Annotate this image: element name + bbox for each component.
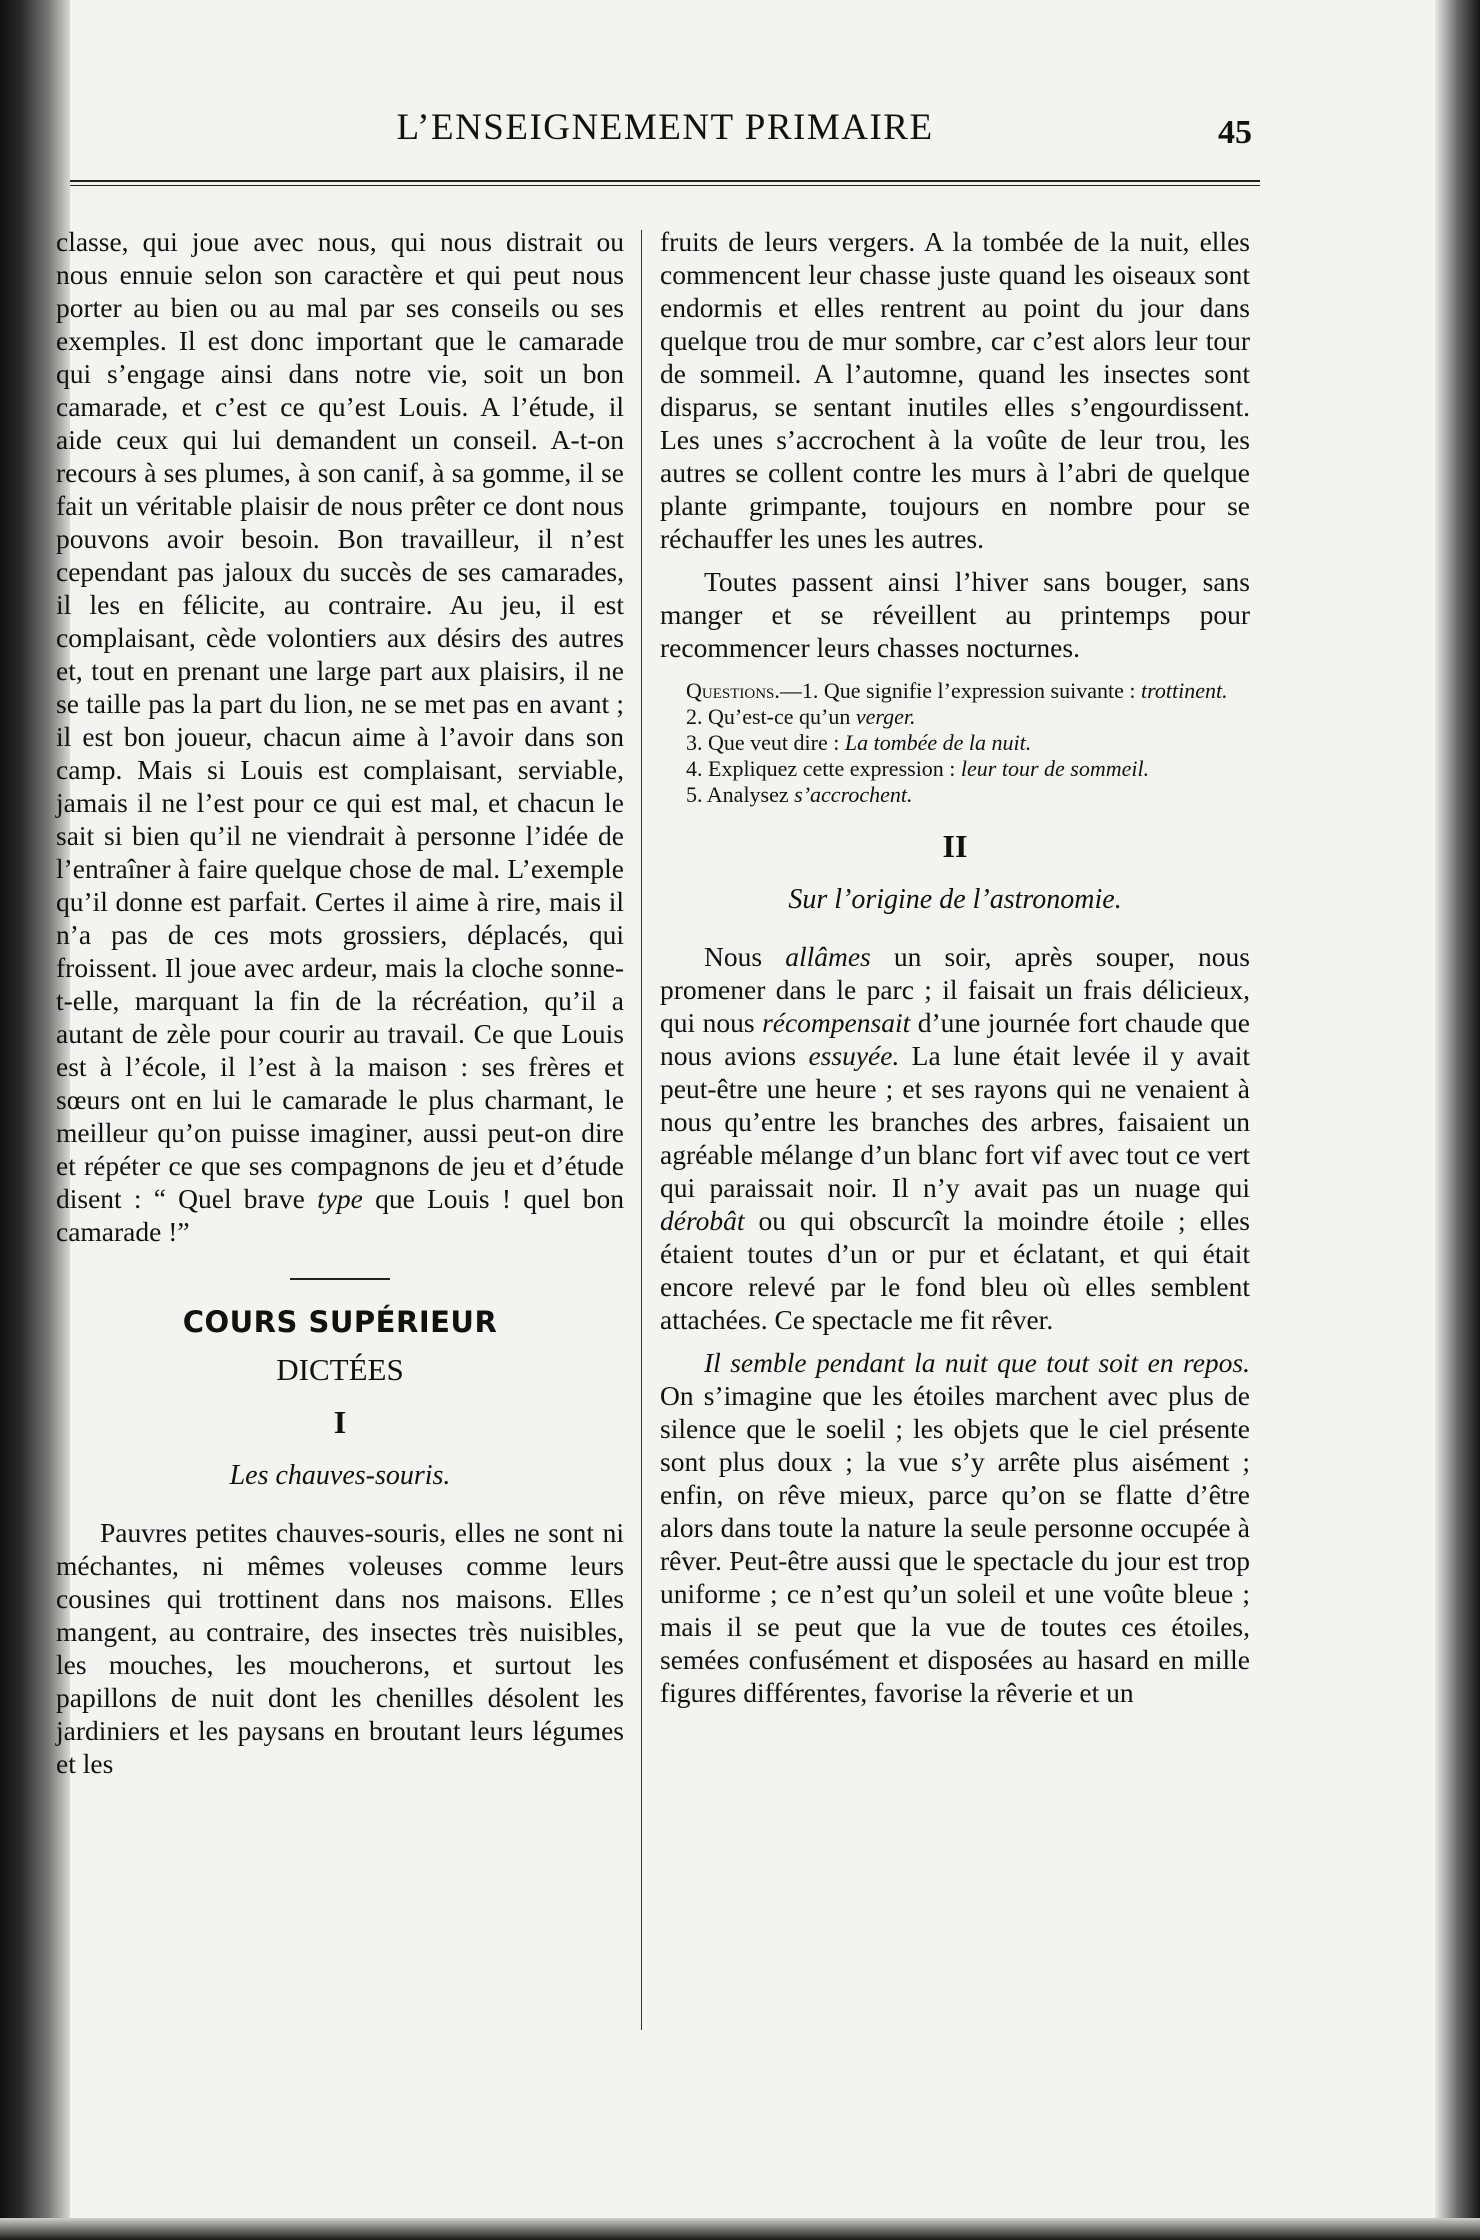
question-4 (660, 756, 1250, 782)
p2-text: On s’imagine que les étoiles marchent avec plus de silence que le soelil ; les objets que le ciel présente sont plus doux ; la vue s’y arrête plus aisément ; enfin, on rêve mieux, parce qu’on se flatte d’être alors dans toute la nature la seule personne occupée à rêver. Peut-être aussi que le spectacle du jour est trop uniforme ; ce n’est qu’un soleil et une voûte bleue ; mais il se peut que la vue de toutes ces étoiles, semées confusément et disposées au hasard en mille figures différentes, favorise la rêverie et un (660, 1380, 1250, 1708)
running-title: L’ENSEIGNEMENT PRIMAIRE (396, 107, 934, 148)
left-column (56, 225, 624, 1790)
dictation-paragraph: Pauvres petites chauves-souris, elles ne sont ni méchantes, ni mêmes voleuses comme leurs cousines qui trottinent dans nos maisons. Elles mangent, au contraire, des insectes très nuisibles, les mouches, les moucherons, et surtout les papillons de nuit dont les chenilles désolent les jardiniers et les paysans en broutant leurs légumes et les (56, 1517, 624, 1779)
page-number: 45 (1218, 114, 1252, 151)
dictation-2-title: Sur l’origine de l’astronomie. (788, 884, 1122, 915)
right-column (660, 225, 1250, 1719)
dictation-title: Les chauves-souris. (229, 1460, 451, 1491)
question-5 (660, 782, 1250, 808)
question-4-text: 4. Expliquez cette expression : (686, 756, 961, 781)
page-header (70, 100, 1260, 160)
questions-label: Questions. (686, 678, 780, 703)
question-3-term: La tombée de la nuit. (844, 730, 1032, 755)
p1-d: La lune était levée il y avait peut-être une heure ; et ses rayons qui ne venaient à nous qu’entre les branches des arbres, faisaient un agréable mélange d’un blanc fort vif avec tout ce vert qui paraissait noir. Il n’y avait pas un nuage qui (660, 1040, 1250, 1203)
dictation-2-number: II (942, 828, 968, 864)
p1-em4: dérobât (660, 1205, 745, 1236)
story-end-quote-b: que Louis ! quel bon camarade !” (56, 1183, 624, 1247)
page-bottom-edge (0, 2218, 1480, 2240)
question-1-text: —1. Que signifie l’expression suivante : (779, 678, 1141, 703)
astronomy-paragraph-1 (660, 940, 1250, 1336)
astronomy-paragraph-2 (660, 1346, 1250, 1709)
questions-block (660, 678, 1250, 808)
p1-em2: récompensait (762, 1007, 911, 1038)
question-1 (660, 678, 1250, 704)
p1-e: ou qui obscurcît la moindre étoile ; elles étaient toutes d’un or pur et éclatant, et qui était encore relevé par le fond bleu où elles semblent attachées. Ce spectacle me fit rêver. (660, 1205, 1250, 1335)
question-5-term: s’accrochent. (794, 782, 913, 807)
p1-c: d’une journée fort chaude que nous avions (660, 1007, 1250, 1071)
dictation-number: I (333, 1404, 347, 1440)
header-rule (70, 180, 1260, 186)
p1-em1: allâmes (785, 941, 871, 972)
question-3-text: 3. Que veut dire : (686, 730, 845, 755)
story-end-text: classe, qui joue avec nous, qui nous distrait ou nous ennuie selon son caractère et qui peut nous porter au bien ou au mal par ses conseils ou ses exemples. Il est donc important que le camarade qui s’engage ainsi dans notre vie, soit un bon camarade, et c’est ce qu’est Louis. A l’étude, il aide ceux qui lui demandent un conseil. A-t-on recours à ses plumes, à son canif, à sa gomme, il se fait un véritable plaisir de nous prêter ce dont nous pouvons avoir besoin. Bon travailleur, il n’est cependant pas jaloux du succès de ses camarades, il les en félicite, au contraire. Au jeu, il est complaisant, cède volontiers aux désirs des autres et, tout en prenant une large part aux plaisirs, il ne se taille pas la part du lion, ne se met pas en avant ; il est bon joueur, chacun aime à l’avoir dans son camp. Mais si Louis est complaisant, serviable, jamais il ne l’est pour ce qui est mal, et chacun le sait si bien qu’il ne viendrait à personne l’idée de l’entraîner à faire quelque chose de mal. L’exemple qu’il donne est parfait. Certes il aime à rire, mais il n’a pas de ces mots grossiers, déplacés, qui froissent. Il joue avec ardeur, mais la cloche sonne-t-elle, marquant la fin de la récréation, qu’il a autant de zèle pour courir au travail. Ce que Louis est à l’école, il l’est à la maison : ses frères et sœurs ont en lui le camarade le plus charmant, le meilleur qu’on puisse imaginer, aussi peut-on dire et répéter ce que ses compagnons de jeu et d’étude disent : (56, 226, 624, 1214)
story-end-paragraph (56, 225, 624, 1248)
question-1-term: trottinent. (1141, 678, 1228, 703)
p2-em: Il semble pendant la nuit que tout soit en repos. (704, 1347, 1250, 1378)
dictation-paragraph-2: Toutes passent ainsi l’hiver sans bouger, sans manger et se réveillent au printemps pour recommencer leurs chasses nocturnes. (660, 566, 1250, 663)
question-3 (660, 730, 1250, 756)
book-edge-shadow-right (1435, 0, 1480, 2240)
dictation-continuation: fruits de leurs vergers. A la tombée de la nuit, elles commencent leur chasse juste quand les oiseaux sont endormis et elles rentrent au point du jour dans quelque trou de mur sombre, car c’est alors leur tour de sommeil. A l’automne, quand les insectes sont disparus, se sentant inutiles elles s’engourdissent. Les unes s’accrochent à la voûte de leur trou, les autres se collent contre les murs à l’abri de quelque plante grimpante, toujours en nombre pour se réchauffer les unes les autres. (660, 226, 1250, 554)
question-2 (660, 704, 1250, 730)
story-end-quote-a: “ Quel brave (153, 1183, 318, 1214)
section-separator-rule (290, 1278, 390, 1280)
p1-a: Nous (704, 941, 786, 972)
section-heading: COURS SUPÉRIEUR (182, 1305, 498, 1339)
column-divider (641, 230, 642, 2030)
story-end-quote-em: type (317, 1183, 363, 1214)
question-4-term: leur tour de sommeil. (960, 756, 1150, 781)
p1-em3: essuyée. (808, 1040, 900, 1071)
question-2-term: verger. (855, 704, 916, 729)
subsection-heading: DICTÉES (276, 1352, 404, 1387)
question-5-text: 5. Analysez (686, 782, 795, 807)
question-2-text: 2. Qu’est-ce qu’un (686, 704, 856, 729)
p1-b: un soir, après souper, nous promener dans le parc ; il faisait un frais délicieux, qui nous (660, 941, 1251, 1038)
